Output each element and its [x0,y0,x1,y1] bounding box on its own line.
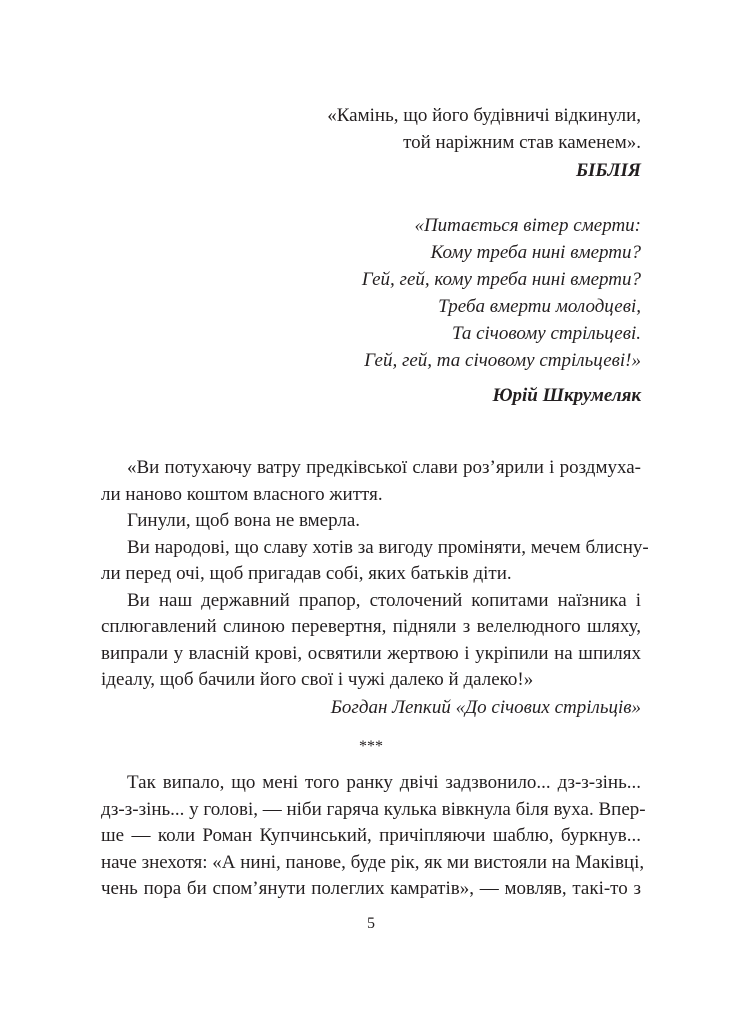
text-line: Гинули, щоб вона не вмерла. [127,510,361,531]
text-line: ли перед очі, щоб пригадав собі, яких батьків діти. [101,563,512,584]
epigraph-poem [362,212,641,409]
epigraph-line: «Питається вітер смерти: [414,215,641,236]
text-line: ли наново коштом власного життя. [101,483,383,505]
epigraph-line: Кому треба нині вмерти? [430,242,641,263]
epigraph-line: Гей, гей, кому треба нині вмерти? [361,269,641,290]
text-line: Ви наш державний прапор, столочений копитами наїзника і [127,589,641,611]
section-separator: *** [359,738,383,755]
lepky-quote [101,455,649,721]
text-line: випрали у власній крові, освятили жертвою і укріпили на шпилях [101,642,641,664]
text-line: чень пора би спом’янути полеглих камратів», — мовляв, такі-то з [101,878,641,899]
text-line: Ви народові, що славу хотів за вигоду проміняти, мечем блисну- [127,536,649,558]
text-line: ідеалу, щоб бачили його свої і чужі далеко й далеко!» [101,669,534,690]
quote-paragraph [101,535,649,588]
epigraph-author: Юрій Шкрумеляк [492,385,641,406]
text-line: «Ви потухаючу ватру предківської слави роз’ярили і роздмуха- [127,457,641,478]
epigraph-author: БІБЛІЯ [575,160,641,181]
text-line: Так випало, що мені того ранку двічі задзвонило... дз-з-зінь... [127,772,641,793]
epigraph-line: Гей, гей, та січовому стрільцеві!» [364,350,641,371]
epigraph-bible [327,102,641,184]
epigraph-line: «Камінь, що його будівничі відкинули, [327,105,641,126]
story-paragraph [101,770,646,903]
quote-paragraph [101,455,641,508]
quote-paragraph [101,508,641,535]
text-line: ше — коли Роман Купчинський, причіпляючи шаблю, буркнув... [101,825,641,846]
quote-paragraph [101,588,641,694]
text-line: сплюгавлений слиною перевертня, підняли з велелюдного шляху, [101,616,641,637]
quote-attribution: Богдан Лепкий «До січових стрільців» [330,696,641,718]
epigraph-line: Треба вмерти молодцеві, [438,296,641,317]
page-number: 5 [367,915,375,932]
text-line: дз-з-зінь... у голові, — ніби гаряча кулька вівкнула біля вуха. Впер- [101,798,646,820]
epigraph-line: той наріжним став каменем». [403,132,641,153]
story-text [101,770,646,903]
epigraph-line: Та січовому стрільцеві. [451,323,641,344]
text-line: наче знехотя: «А нині, панове, буде рік, як ми вистояли на Маківці, [101,851,645,873]
